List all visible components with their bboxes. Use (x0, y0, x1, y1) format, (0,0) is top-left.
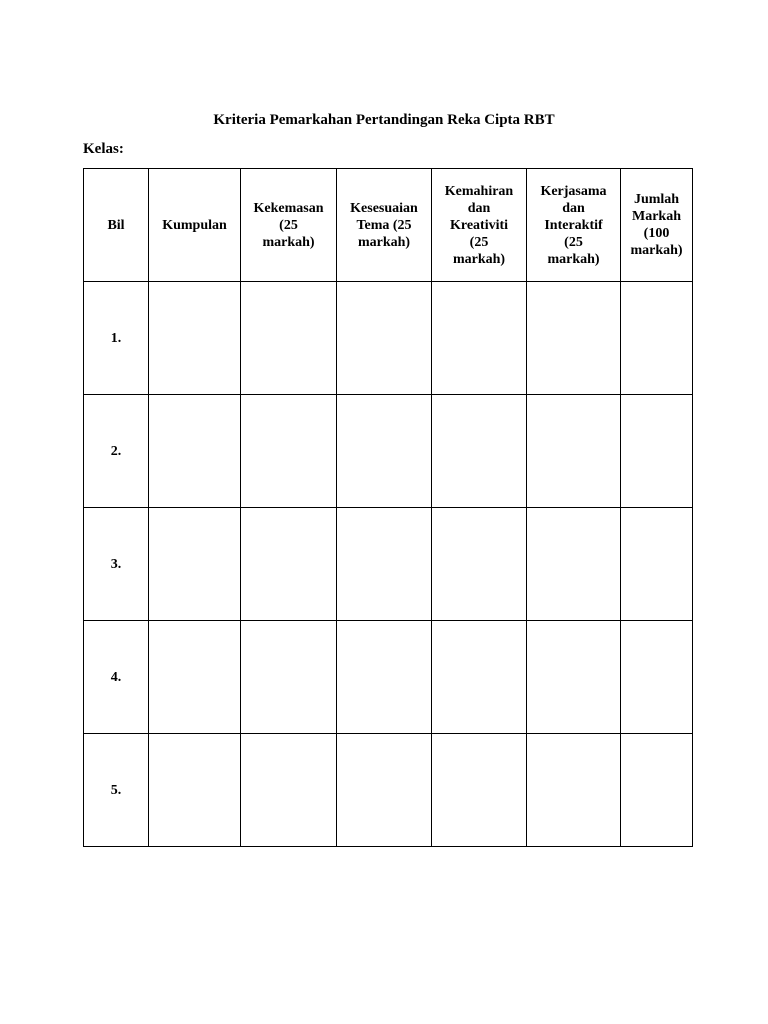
row-number: 5. (84, 734, 149, 847)
marking-criteria-table (83, 168, 693, 847)
table-row (84, 621, 693, 734)
header-kekemasan: Kekemasan (25 markah) (241, 169, 337, 282)
header-kemahiran-kreativiti: Kemahiran dan Kreativiti (25 markah) (432, 169, 527, 282)
cell-kerjasama-interaktif[interactable] (527, 282, 621, 395)
header-bil: Bil (84, 169, 149, 282)
cell-kumpulan[interactable] (149, 734, 241, 847)
cell-jumlah-markah[interactable] (621, 282, 693, 395)
cell-kemahiran-kreativiti[interactable] (432, 508, 527, 621)
cell-kemahiran-kreativiti[interactable] (432, 734, 527, 847)
cell-kekemasan[interactable] (241, 621, 337, 734)
cell-kumpulan[interactable] (149, 508, 241, 621)
header-kerjasama-interaktif: Kerjasama dan Interaktif (25 markah) (527, 169, 621, 282)
cell-kesesuaian-tema[interactable] (337, 395, 432, 508)
cell-jumlah-markah[interactable] (621, 508, 693, 621)
cell-kesesuaian-tema[interactable] (337, 282, 432, 395)
cell-kerjasama-interaktif[interactable] (527, 734, 621, 847)
row-number: 1. (84, 282, 149, 395)
cell-kekemasan[interactable] (241, 282, 337, 395)
cell-kemahiran-kreativiti[interactable] (432, 621, 527, 734)
cell-kesesuaian-tema[interactable] (337, 734, 432, 847)
table-row (84, 282, 693, 395)
row-number: 2. (84, 395, 149, 508)
cell-kemahiran-kreativiti[interactable] (432, 282, 527, 395)
header-kumpulan: Kumpulan (149, 169, 241, 282)
cell-kekemasan[interactable] (241, 395, 337, 508)
cell-jumlah-markah[interactable] (621, 734, 693, 847)
cell-kerjasama-interaktif[interactable] (527, 621, 621, 734)
cell-kerjasama-interaktif[interactable] (527, 395, 621, 508)
table-row (84, 395, 693, 508)
table-row (84, 508, 693, 621)
cell-kumpulan[interactable] (149, 282, 241, 395)
cell-kekemasan[interactable] (241, 508, 337, 621)
cell-kumpulan[interactable] (149, 395, 241, 508)
page-title: Kriteria Pemarkahan Pertandingan Reka Cipta RBT (213, 112, 555, 128)
cell-kemahiran-kreativiti[interactable] (432, 395, 527, 508)
cell-kerjasama-interaktif[interactable] (527, 508, 621, 621)
header-jumlah-markah: Jumlah Markah (100 markah) (621, 169, 693, 282)
cell-kumpulan[interactable] (149, 621, 241, 734)
table-header-row (84, 169, 693, 282)
class-label: Kelas: (83, 141, 124, 157)
cell-kesesuaian-tema[interactable] (337, 508, 432, 621)
cell-kekemasan[interactable] (241, 734, 337, 847)
row-number: 3. (84, 508, 149, 621)
row-number: 4. (84, 621, 149, 734)
header-kesesuaian-tema: Kesesuaian Tema (25 markah) (337, 169, 432, 282)
cell-jumlah-markah[interactable] (621, 621, 693, 734)
cell-jumlah-markah[interactable] (621, 395, 693, 508)
table-row (84, 734, 693, 847)
cell-kesesuaian-tema[interactable] (337, 621, 432, 734)
